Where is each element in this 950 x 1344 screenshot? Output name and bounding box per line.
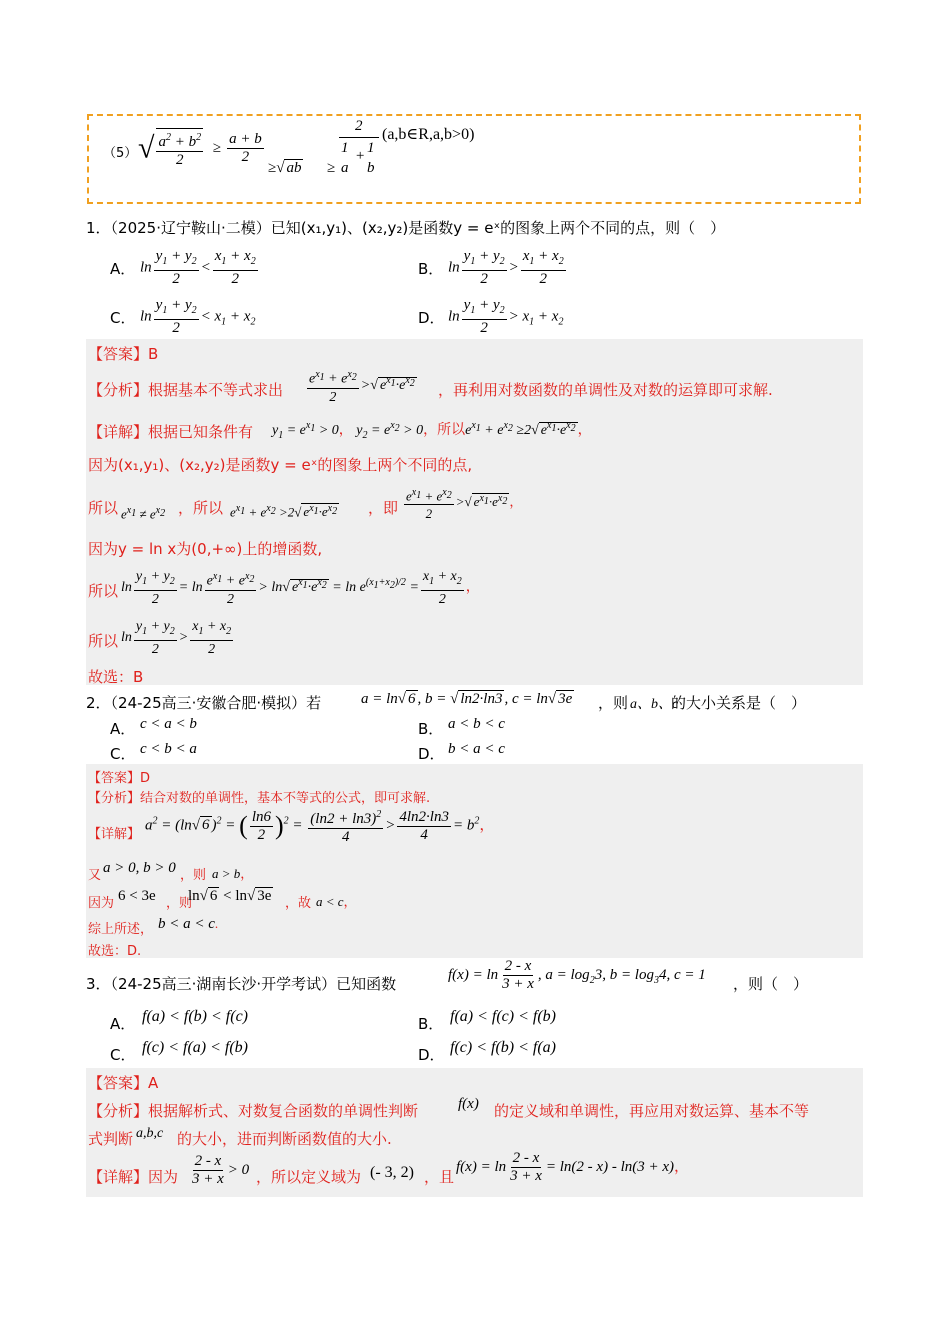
q1-detail-line6-label: 所以: [88, 632, 119, 650]
q2-detail-formula: $a^2 = (\ln√$ 6 )$^2$ = ( $\frac{\ln 6}{2}$ )$^2$ = $\frac{(\ln 2 + \ln 3)^2}{4}$ > $\frac{4\ln 2\cdot\ln 3}{4}$ = $b^2$，: [145, 806, 494, 846]
q2-line2-formula: a > 0, b > 0: [103, 860, 176, 876]
q2-option-d: b < a < c: [448, 741, 505, 757]
q3-option-c: f(c) < f(a) < f(b): [142, 1039, 248, 1056]
q2-line3-formula2: ln√ 6 < ln√ 3e: [188, 888, 272, 904]
q3-answer: 【答案】A: [88, 1074, 159, 1092]
q1-detail-line4: 因为y = ln x为(0,+∞)上的增函数,: [88, 540, 323, 558]
q1-conclusion: 故选：B: [88, 668, 144, 686]
q3-analysis-l2-suffix: 的大小，进而判断函数值的大小.: [177, 1130, 392, 1148]
q1-detail-line3-f2: $e^{x_1} + e^{x_2} >2√$ $e^{x_1}\cdot e^{x_2}$: [230, 503, 338, 520]
q2-line3-formula: 6 < 3e: [118, 888, 156, 904]
q1-detail-line3-a: 所以: [88, 499, 119, 517]
q1-analysis-suffix: ，再利用对数函数的单调性及对数的运算即可求解.: [438, 381, 773, 399]
q3-option-a: f(a) < f(b) < f(c): [142, 1008, 248, 1025]
q3-stem-prefix: 3．（24-25高三·湖南长沙·开学考试）已知函数: [86, 975, 397, 993]
q2-line2-mid: ，则: [180, 868, 207, 883]
q2-stem-formula: a = ln√ 6 , b = √ ln2·ln3 , c = ln√ 3e: [361, 691, 573, 707]
q2-stem-vars: a、b、c: [630, 697, 679, 712]
q1-detail-line2: 因为(x₁,y₁)、(x₂,y₂)是函数y = eˣ的图象上两个不同的点,: [88, 456, 473, 474]
q2-line3-result: a < c，: [316, 894, 357, 909]
q2-analysis: 【分析】结合对数的单调性，基本不等式的公式，即可求解.: [88, 791, 431, 806]
q1-detail-line3-f1: $e^{x_1} \ne e^{x_2}$: [121, 505, 166, 522]
q2-line3-mid: ，则: [166, 896, 193, 911]
q1-option-c-label: C．: [110, 309, 136, 327]
q1-stem: 1．（2025·辽宁鞍山·二模）已知(x₁,y₁)、(x₂,y₂)是函数y = eˣ的图象上两个不同的点，则（ ）: [86, 219, 726, 237]
q2-line2-prefix: 又: [88, 868, 102, 883]
q2-line3-prefix: 因为: [88, 896, 115, 911]
q1-answer: 【答案】B: [88, 345, 159, 363]
q1-detail-prefix: 【详解】根据已知条件有: [88, 423, 254, 441]
q2-line2-result: a > b，: [212, 866, 254, 881]
q3-detail-mid2: ，且: [424, 1168, 455, 1186]
q2-stem-suffix: ，则: [598, 694, 629, 712]
q2-option-b: a < b < c: [448, 716, 505, 732]
q3-analysis-l1-prefix: 【分析】根据解析式、对数复合函数的单调性判断: [88, 1102, 419, 1120]
q2-option-c: c < b < a: [140, 741, 197, 757]
q1-detail-formula: $y_1 = e^{x_1} > 0$， $y_2 = e^{x_2} > 0$，所以$e^{x_1} + e^{x_2} \ge 2√$ $e^{x_1}\cdot e^{x_2}$ ，: [272, 420, 592, 441]
q3-detail-domain: (- 3, 2): [370, 1164, 414, 1181]
q2-detail-label: 【详解】: [88, 827, 141, 842]
q3-option-b-label: B．: [418, 1015, 444, 1033]
q2-option-a: c < a < b: [140, 716, 197, 732]
q3-option-a-label: A．: [110, 1015, 136, 1033]
q2-line4-formula: b < a < c.: [158, 916, 219, 932]
q3-stem-suffix: ，则（ ）: [733, 975, 809, 993]
q1-option-b-label: B．: [418, 260, 444, 278]
q3-detail-f1: $\frac{2 - x}{3 + x}$ > 0: [192, 1153, 250, 1187]
q3-analysis-l2-prefix: 式判断: [88, 1130, 134, 1148]
q2-line3-mid2: ，故: [285, 896, 312, 911]
q2-option-c-label: C．: [110, 745, 136, 763]
q3-analysis-vars: a,b,c: [136, 1126, 164, 1141]
q1-detail-line5-label: 所以: [88, 582, 119, 600]
q1-option-a-label: A．: [110, 260, 136, 278]
q2-option-d-label: D．: [418, 745, 445, 763]
q1-detail-line3-c: ，即: [368, 499, 399, 517]
q2-conclusion: 故选：D.: [88, 944, 142, 959]
q3-option-b: f(a) < f(c) < f(b): [450, 1008, 556, 1025]
q1-option-b: ln $\frac{y_1 + y_2}{2}$ > $\frac{x_1 + x_2}{2}$: [448, 248, 564, 287]
q3-analysis-fx: f(x): [458, 1096, 479, 1112]
q1-option-d-label: D．: [418, 309, 445, 327]
box-formula-2: ≥√ ab: [268, 160, 302, 176]
q1-detail-line5-formula: ln $\frac{y_1 + y_2}{2}$ = ln $\frac{e^{x_1} + e^{x_2}}{2}$ > ln√ $e^{x_1}\cdot e^{x_2} = \ln e^{(x_1+x_2)/2}$ = $\frac{x_1 + x_2}{2}$ ，: [121, 569, 480, 607]
q1-analysis-prefix: 【分析】根据基本不等式求出: [88, 381, 284, 399]
box-label: （5）: [103, 146, 138, 161]
q3-detail-prefix: 【详解】因为: [88, 1168, 179, 1186]
box-formula: √ $\frac{a^2 + b^2}{2}$ ≥ $\frac{a + b}{2}$: [138, 128, 266, 169]
q3-stem-formula: f(x) = ln $\frac{2 - x}{3 + x}$ , $a = \log_23$, $b = \log_34$, c = 1: [448, 958, 706, 992]
q1-option-a: ln $\frac{y_1 + y_2}{2}$ < $\frac{x_1 + x_2}{2}$: [140, 248, 256, 287]
q2-line4-prefix: 综上所述，: [88, 922, 154, 937]
q2-answer: 【答案】D: [88, 771, 151, 786]
q3-detail-f2: f(x) = ln $\frac{2 - x}{3 + x}$ = ln(2 - x) - ln(3 + x)，: [456, 1150, 690, 1184]
q1-detail-line3-f3: $\frac{e^{x_1} + e^{x_2}}{2}$ >√ $e^{x_1}\cdot e^{x_2}$ ，: [402, 484, 522, 522]
q1-option-d: ln $\frac{y_1 + y_2}{2}$ > $x_1 + x_2$: [448, 297, 564, 336]
q3-option-d-label: D．: [418, 1046, 445, 1064]
q2-option-b-label: B．: [418, 720, 444, 738]
q1-analysis-formula: $\frac{e^{x_1} + e^{x_2}}{2}$ >√ $e^{x_1}\cdot e^{x_2}$: [305, 366, 417, 406]
q3-detail-mid: ，所以定义域为: [256, 1168, 362, 1186]
q3-option-d: f(c) < f(b) < f(a): [450, 1039, 556, 1056]
box-condition: (a,b∈R,a,b>0): [382, 126, 475, 143]
q1-option-c: ln $\frac{y_1 + y_2}{2}$ < $x_1 + x_2$: [140, 297, 256, 336]
q2-stem-end: 的大小关系是（ ）: [671, 694, 807, 712]
q1-detail-line6-formula: ln $\frac{y_1 + y_2}{2}$ > $\frac{x_1 + x_2}{2}$: [121, 619, 232, 657]
q2-option-a-label: A．: [110, 720, 136, 738]
q3-analysis-l1-suffix: 的定义域和单调性，再应用对数运算、基本不等: [494, 1102, 810, 1120]
q1-detail-line3-b: ，所以: [178, 499, 224, 517]
q3-option-c-label: C．: [110, 1046, 136, 1064]
q2-stem-prefix: 2．（24-25高三·安徽合肥·模拟）若: [86, 694, 322, 712]
